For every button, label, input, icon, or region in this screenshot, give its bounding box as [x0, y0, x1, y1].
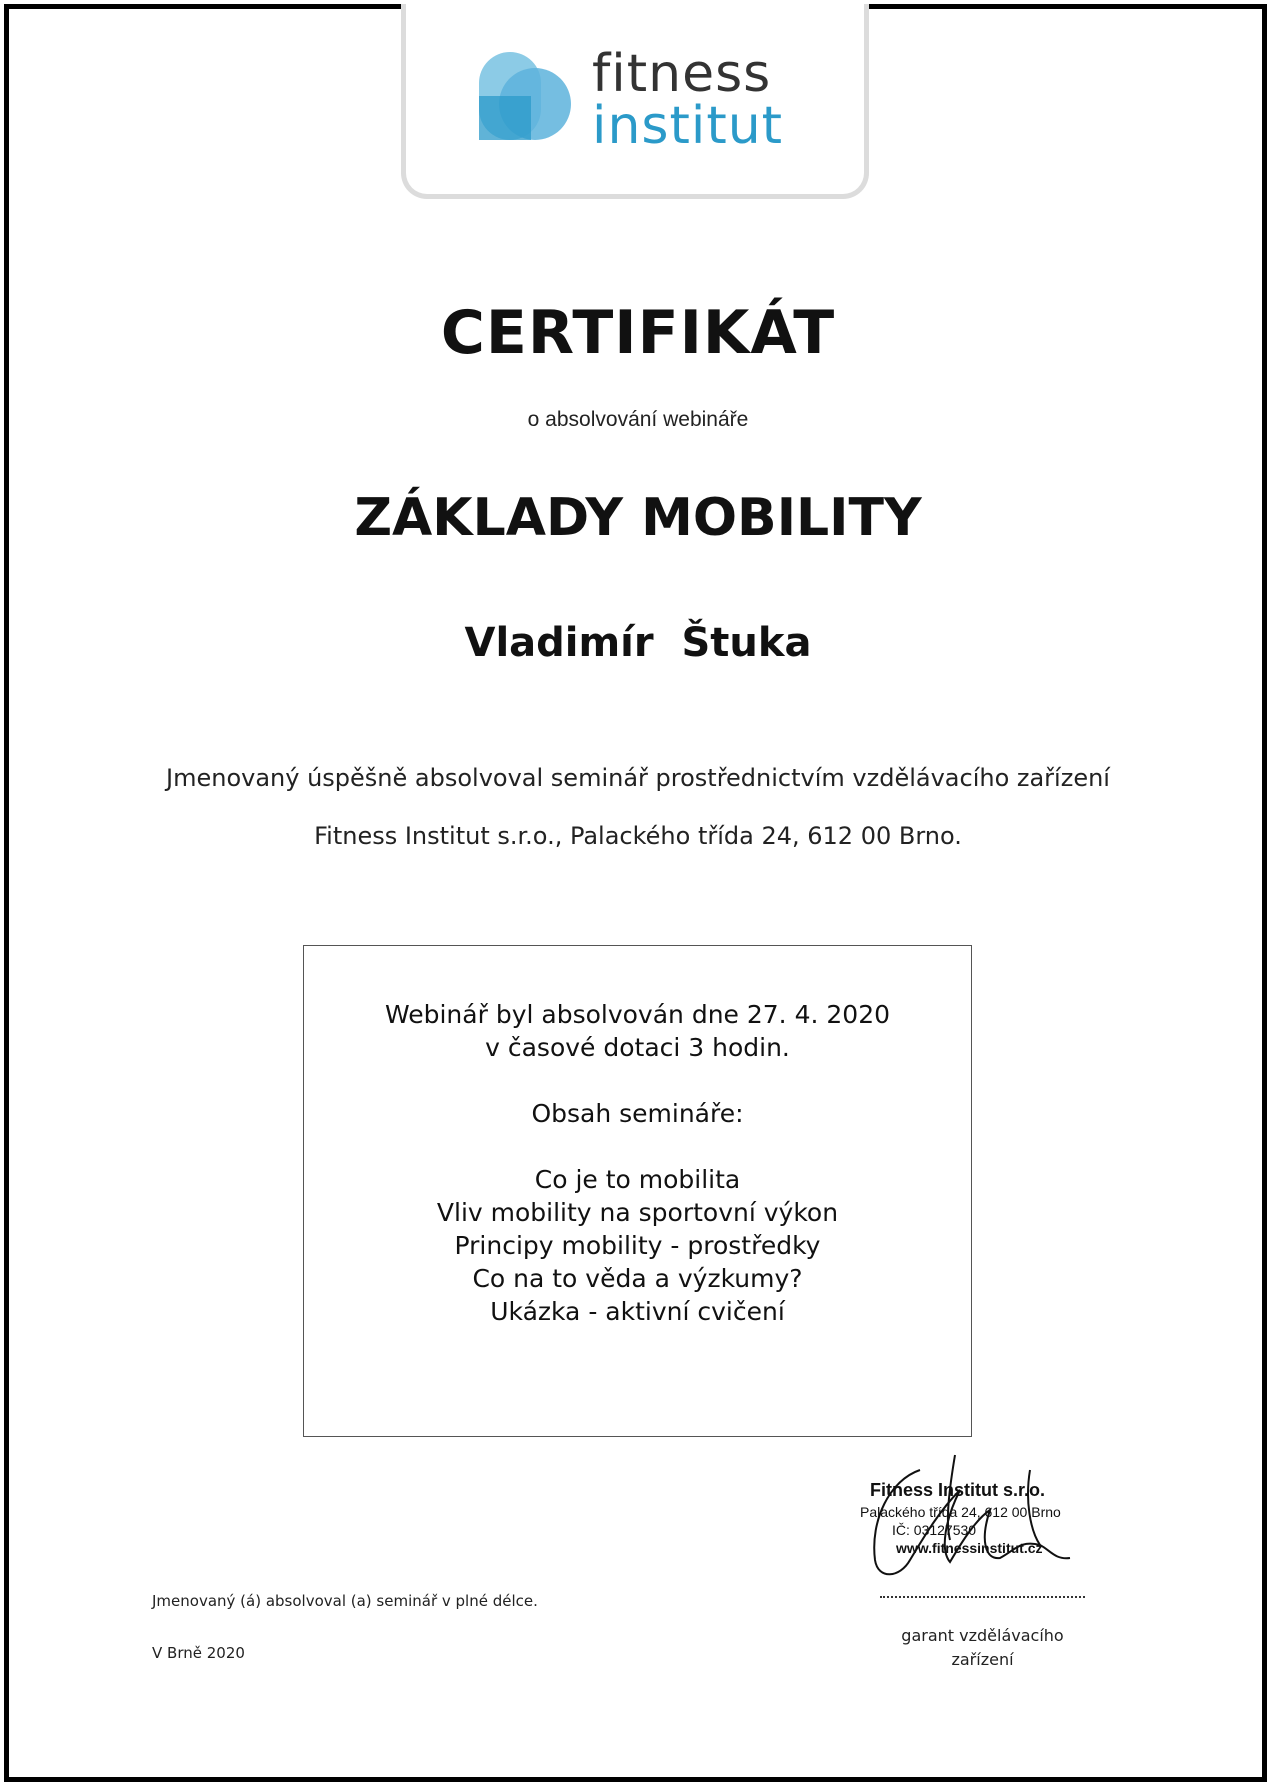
stamp-ic: IČ: 03127530	[892, 1522, 977, 1538]
logo-wordmark	[592, 44, 784, 156]
logo-word-institut: institut	[592, 96, 784, 156]
topic-item: Co na to věda a výzkumy?	[472, 1264, 803, 1293]
recipient-name: Vladimír Štuka	[464, 620, 812, 666]
fitness-institut-logo-icon	[479, 48, 579, 148]
guarantor-caption	[880, 1624, 1085, 1672]
topics-list	[304, 1163, 971, 1328]
topic-item: Vliv mobility na sportovní výkon	[436, 1198, 839, 1227]
full-attendance-note: Jmenovaný (á) absolvoval (a) seminář v plné délce.	[152, 1592, 538, 1610]
course-details-box	[303, 945, 972, 1437]
logo-panel	[401, 4, 869, 199]
place-and-year: V Brně 2020	[152, 1644, 245, 1662]
topic-item: Ukázka - aktivní cvičení	[490, 1297, 785, 1326]
stamp-company-name: Fitness Institut s.r.o.	[870, 1480, 1046, 1500]
certificate-title: CERTIFIKÁT	[440, 298, 836, 368]
company-stamp	[850, 1450, 1090, 1600]
statement-line: Fitness Institut s.r.o., Palackého třída 24, 612 00 Brno.	[314, 822, 962, 850]
topic-item: Principy mobility - prostředky	[454, 1231, 821, 1260]
signature-line	[880, 1596, 1085, 1598]
logo-word-fitness: fitness	[592, 44, 772, 104]
stamp-web: www.fitnessinstitut.cz	[896, 1540, 1043, 1556]
course-duration: v časové dotaci 3 hodin.	[485, 1033, 790, 1062]
statement-line: Jmenovaný úspěšně absolvoval seminář prostřednictvím vzdělávacího zařízení	[166, 764, 1110, 792]
topic-item: Co je to mobilita	[534, 1165, 741, 1194]
stamp-address: Palackého třída 24, 612 00 Brno	[860, 1504, 1061, 1520]
course-name: ZÁKLADY MOBILITY	[354, 488, 922, 548]
completion-date: Webinář byl absolvován dne 27. 4. 2020	[384, 1000, 891, 1029]
certificate-subtitle: o absolvování webináře	[527, 408, 749, 431]
guarantor-line: zařízení	[951, 1650, 1014, 1669]
contents-heading: Obsah semináře:	[531, 1099, 744, 1128]
completion-statement	[0, 749, 1276, 865]
guarantor-line: garant vzdělávacího	[901, 1626, 1064, 1645]
